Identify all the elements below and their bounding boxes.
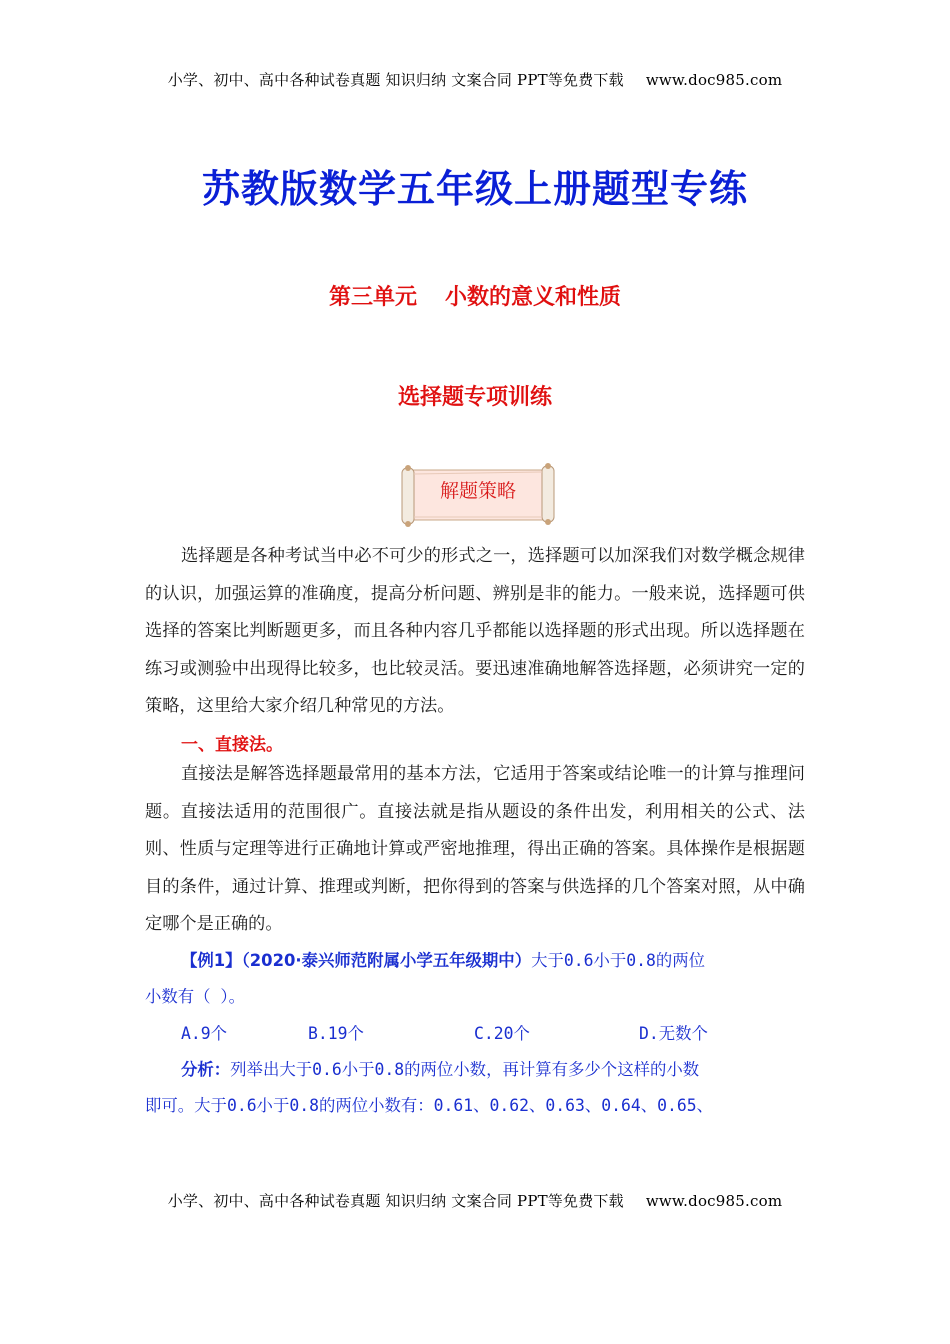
option-a: A.9个 xyxy=(181,1024,227,1043)
section-subtitle: 选择题专项训练 xyxy=(397,385,552,410)
unit-number: 第三单元 xyxy=(328,285,417,310)
example1-question-line1: 大于0.6小于0.8的两位 xyxy=(531,951,706,970)
unit-topic: 小数的意义和性质 xyxy=(445,285,622,310)
analysis-block xyxy=(145,1052,815,1124)
analysis-line2: 即可。大于0.6小于0.8的两位小数有：0.61、0.62、0.63、0.64、0.65、 xyxy=(145,1096,713,1115)
example1-tag: 【例1】（2020·泰兴师范附属小学五年级期中） xyxy=(181,951,532,970)
page-header xyxy=(0,69,950,90)
page-footer xyxy=(0,1190,950,1211)
example1-question-line2: 小数有（ ）。 xyxy=(145,987,246,1006)
footer-text: 小学、初中、高中各种试卷真题 知识归纳 文案合同 PPT等免费下载 xyxy=(167,1192,624,1210)
header-text: 小学、初中、高中各种试卷真题 知识归纳 文案合同 PPT等免费下载 xyxy=(167,71,624,89)
unit-heading xyxy=(0,280,950,311)
analysis-tag: 分析： xyxy=(181,1060,231,1079)
method1-heading: 一、直接法。 xyxy=(181,735,283,755)
example1-options xyxy=(181,1016,801,1052)
intro-text: 选择题是各种考试当中必不可少的形式之一，选择题可以加深我们对数学概念规律的认识，加强运算的准确度，提高分析问题、辨别是非的能力。一般来说，选择题可供选择的答案比判断题更多，而且各种内容几乎都能以选择题的形式出现。所以选择题在练习或测验中出现得比较多，也比较灵活。要迅速准确地解答选择题，必须讲究一定的策略，这里给大家介绍几种常见的方法。 xyxy=(145,546,805,716)
header-site-link[interactable]: www.doc985.com xyxy=(645,71,783,89)
example1-block xyxy=(145,943,815,1015)
intro-paragraph xyxy=(145,538,805,726)
strategy-banner-label: 解题策略 xyxy=(439,480,516,502)
document-title: 苏教版数学五年级上册题型专练 xyxy=(201,167,748,211)
method1-paragraph xyxy=(145,756,805,944)
strategy-banner xyxy=(398,462,558,528)
method1-text: 直接法是解答选择题最常用的基本方法，它适用于答案或结论唯一的计算与推理问题。直接法适用的范围很广。直接法就是指从题设的条件出发，利用相关的公式、法则、性质与定理等进行正确地计算或严密地推理，得出正确的答案。具体操作是根据题目的条件，通过计算、推理或判断，把你得到的答案与供选择的几个答案对照，从中确定哪个是正确的。 xyxy=(145,764,805,934)
option-d: D.无数个 xyxy=(639,1024,708,1043)
option-c: C.20个 xyxy=(474,1024,530,1043)
footer-site-link[interactable]: www.doc985.com xyxy=(645,1192,783,1210)
analysis-line1: 列举出大于0.6小于0.8的两位小数，再计算有多少个这样的小数 xyxy=(230,1060,700,1079)
option-b: B.19个 xyxy=(308,1024,364,1043)
